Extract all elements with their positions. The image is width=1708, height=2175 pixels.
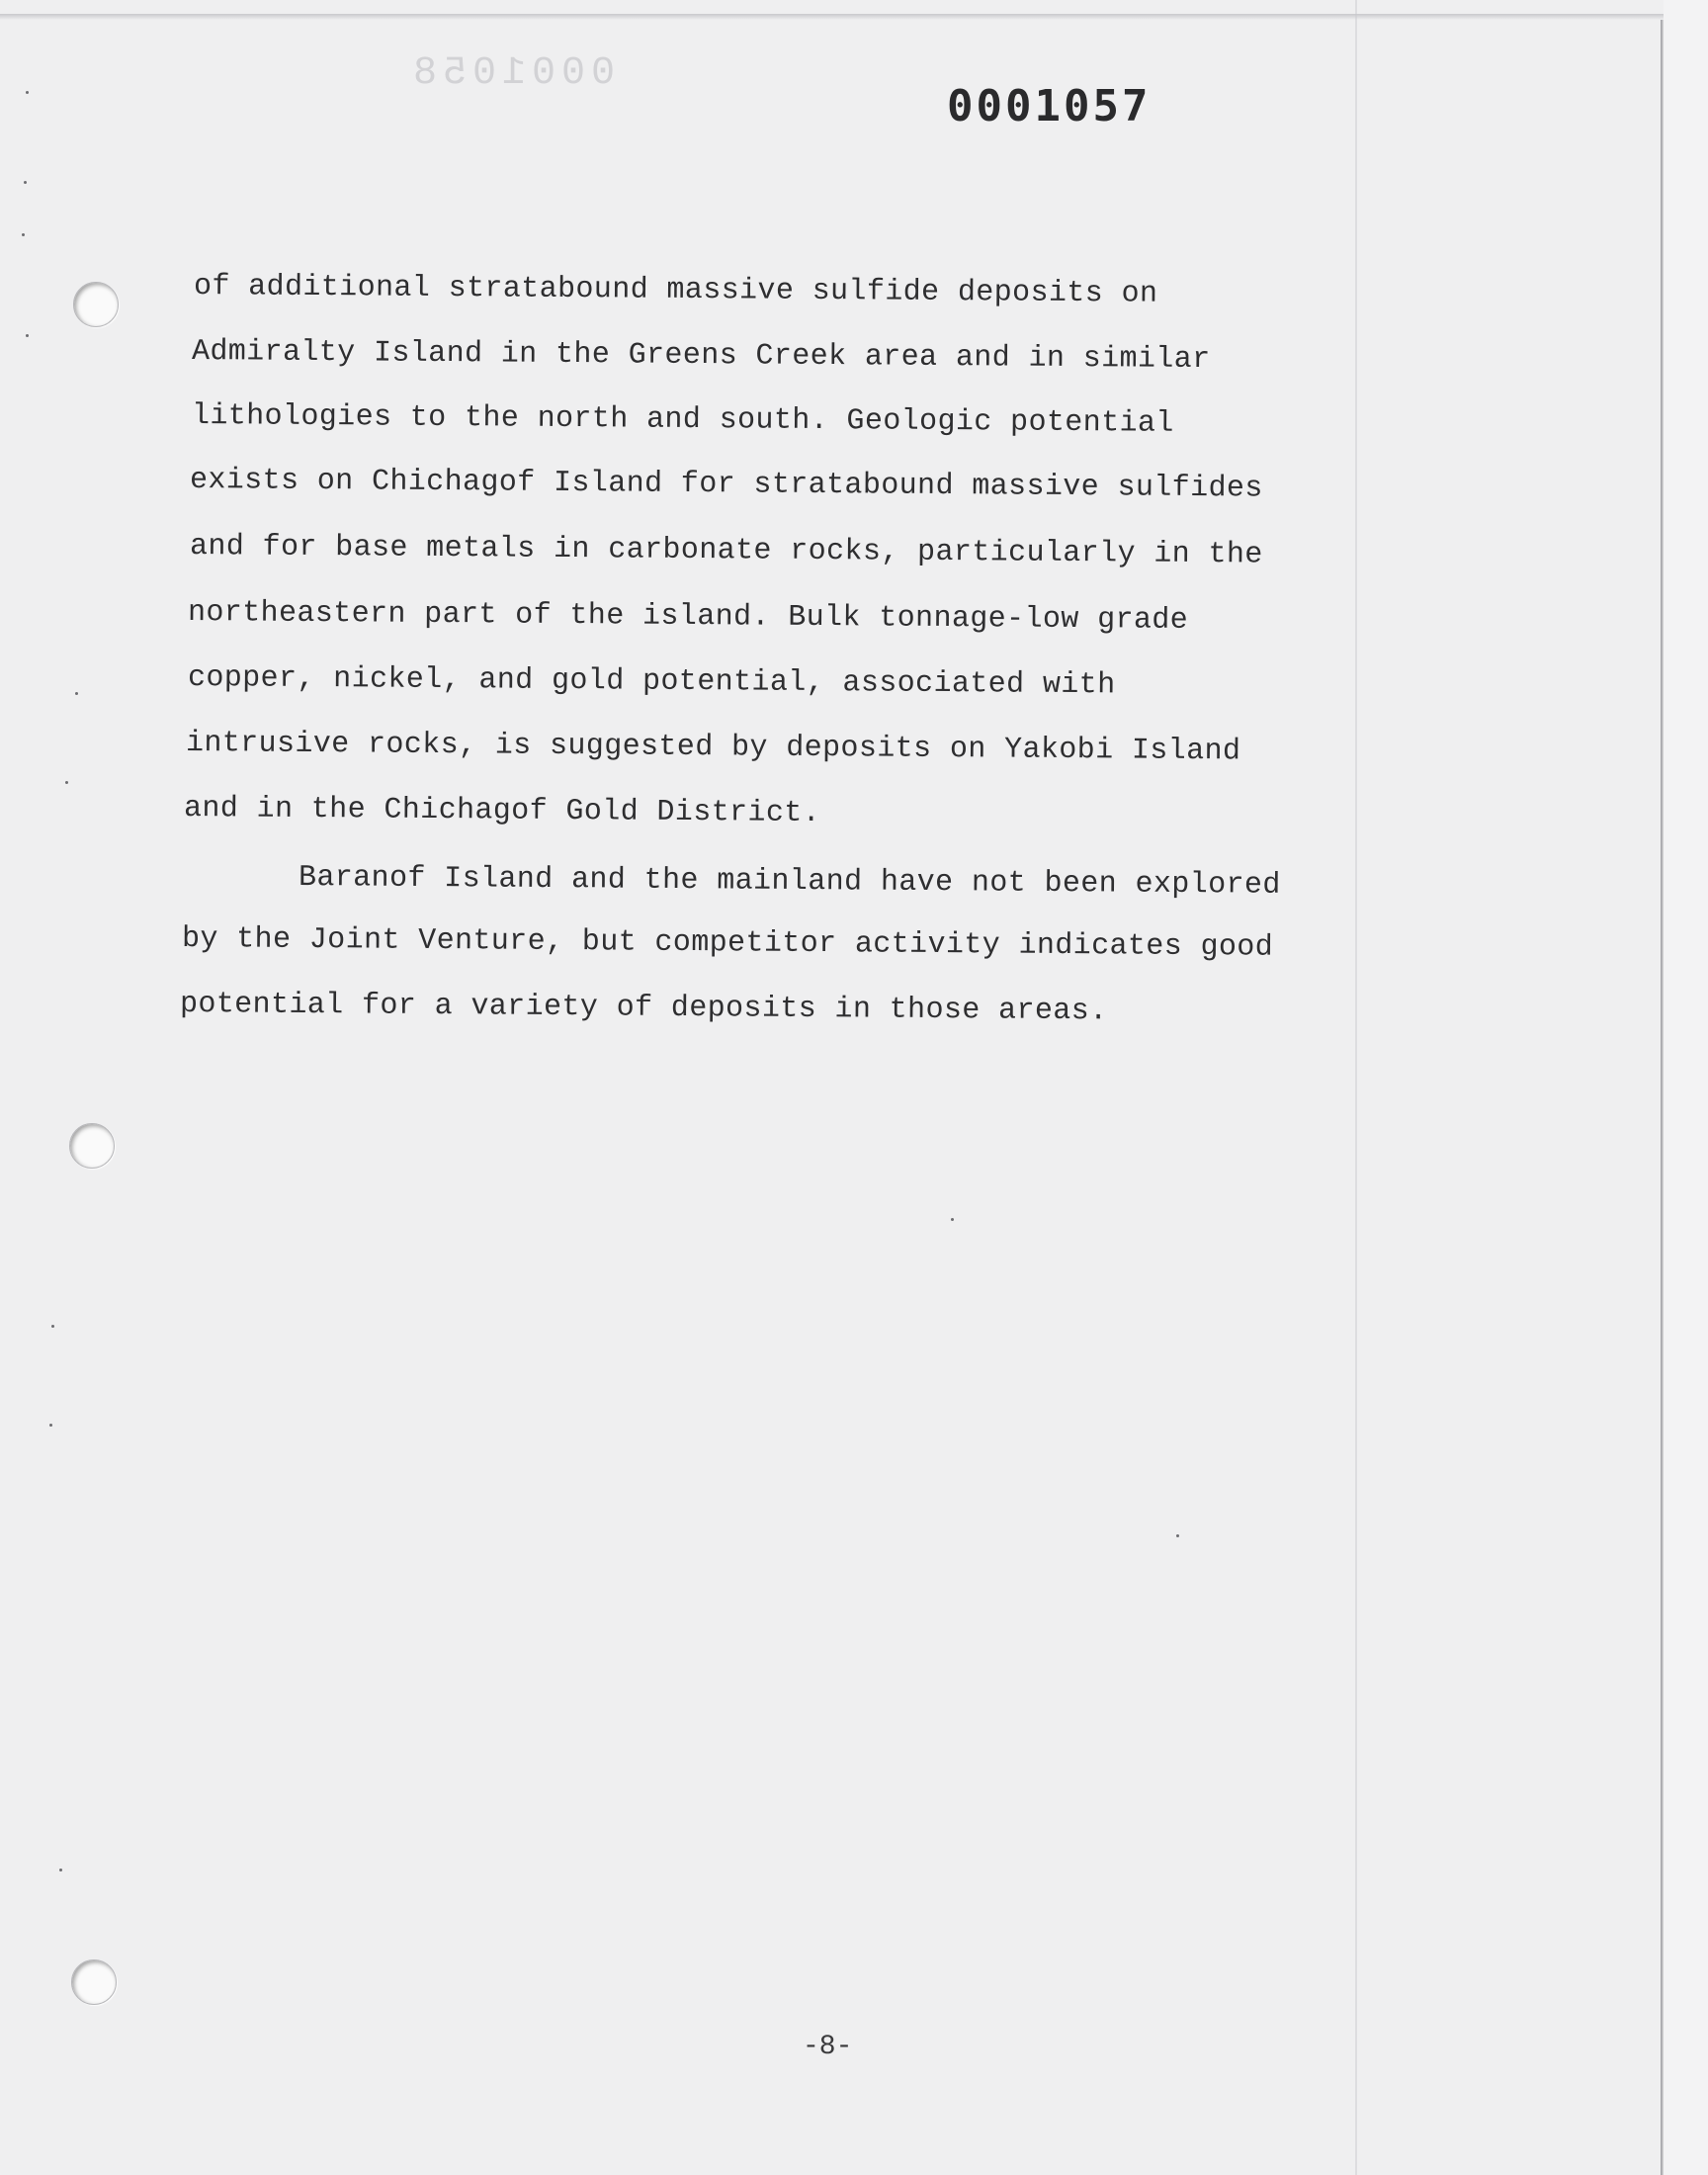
text-line: Admiralty Island in the Greens Creek area and in similar <box>191 335 1211 378</box>
punch-hole-top <box>73 282 119 327</box>
punch-hole-middle <box>69 1123 115 1169</box>
text-line: of additional stratabound massive sulfide deposits on <box>193 270 1158 311</box>
scan-background-strip <box>1664 0 1708 2175</box>
scan-speck <box>26 91 29 94</box>
punch-hole-bottom <box>71 1959 117 2005</box>
text-line: Baranof Island and the mainland have not been explored <box>298 861 1281 903</box>
text-line: northeastern part of the island. Bulk tonnage-low grade <box>187 596 1189 638</box>
document-control-number: 0001057 <box>947 81 1152 131</box>
scan-speck <box>51 1325 54 1328</box>
text-line: potential for a variety of deposits in those areas. <box>179 988 1108 1029</box>
text-line: by the Joint Venture, but competitor activity indicates good <box>181 922 1274 965</box>
text-line: and for base metals in carbonate rocks, particularly in the <box>189 530 1263 572</box>
scan-speck <box>75 692 78 695</box>
text-line: intrusive rocks, is suggested by deposits on Yakobi Island <box>185 727 1241 769</box>
scan-speck <box>24 181 27 184</box>
text-line: exists on Chichagof Island for stratabound massive sulfides <box>189 464 1263 506</box>
scan-speck <box>26 334 29 337</box>
scan-speck <box>65 781 68 784</box>
scan-speck <box>59 1869 62 1871</box>
sheet-top-edge <box>0 14 1708 20</box>
bleed-through-number: 0001058 <box>407 51 616 96</box>
scan-speck <box>1176 1534 1179 1537</box>
text-line: copper, nickel, and gold potential, associated with <box>187 661 1116 703</box>
scan-speck <box>49 1424 52 1427</box>
text-line: lithologies to the north and south. Geologic potential <box>191 399 1174 441</box>
fold-line <box>1355 0 1357 2175</box>
page-number: -8- <box>803 2032 853 2062</box>
scan-speck <box>951 1218 954 1221</box>
scan-speck <box>22 233 25 236</box>
text-line: and in the Chichagof Gold District. <box>183 792 821 831</box>
